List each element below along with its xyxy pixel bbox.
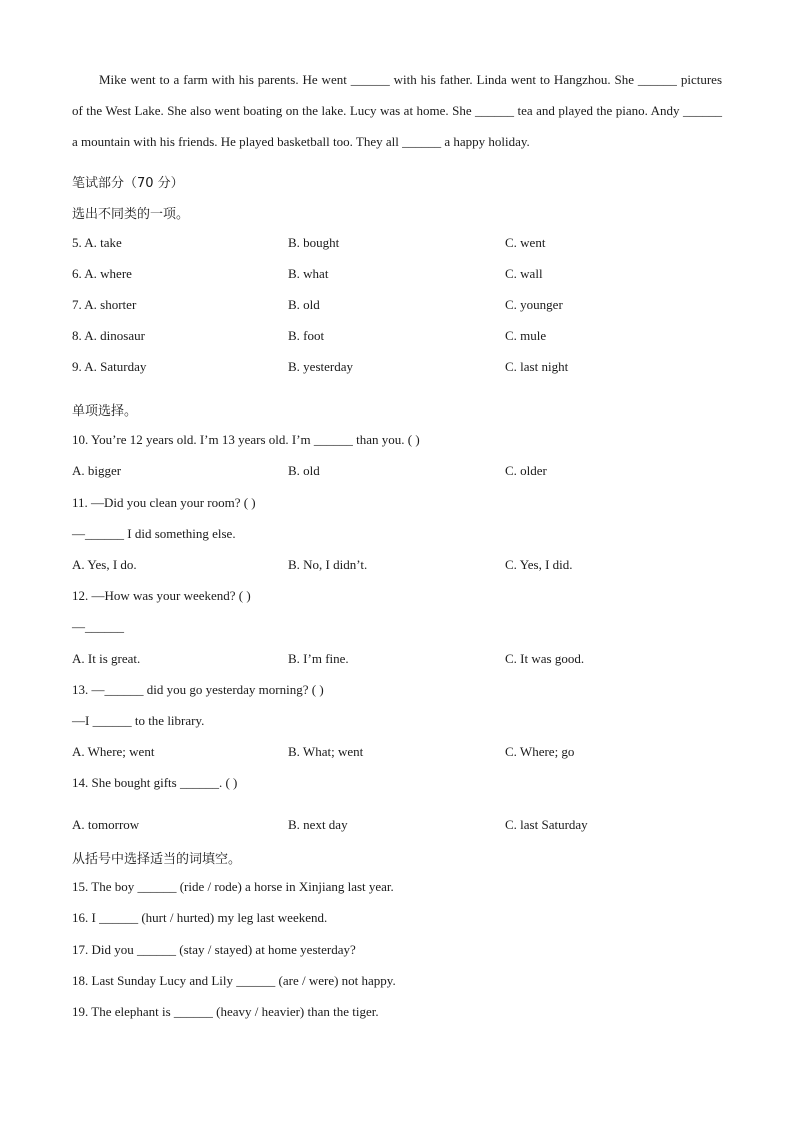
written-section-heading: 笔试部分（70 分）	[72, 176, 184, 191]
section-title-single-choice: 单项选择。	[72, 404, 138, 419]
option-c: C. It was good.	[505, 651, 585, 666]
option-a: A. bigger	[72, 463, 122, 478]
option-a: A. tomorrow	[72, 817, 140, 832]
question-10-options	[72, 463, 722, 483]
question-12-options	[72, 651, 722, 671]
option-b: B. next day	[288, 817, 348, 832]
option-a: 6. A. where	[72, 266, 132, 281]
option-c: C. wall	[505, 266, 543, 281]
section-title-fill-blank: 从括号中选择适当的词填空。	[72, 852, 242, 867]
question-14: 14. She bought gifts ______. ( )	[72, 775, 238, 790]
option-b: B. what	[288, 266, 329, 281]
question-13-reply: —I ______ to the library.	[72, 713, 205, 728]
option-b: B. foot	[288, 328, 325, 343]
option-c: C. mule	[505, 328, 547, 343]
question-row	[72, 235, 722, 255]
question-11-reply: —______ I did something else.	[72, 526, 236, 541]
option-a: A. Yes, I do.	[72, 557, 137, 572]
option-b: B. I’m fine.	[288, 651, 349, 666]
option-b: B. yesterday	[288, 359, 353, 374]
option-a: 8. A. dinosaur	[72, 328, 145, 343]
option-c: C. last Saturday	[505, 817, 588, 832]
question-11-options	[72, 557, 722, 577]
question-row	[72, 328, 722, 348]
option-b: B. old	[288, 297, 320, 312]
option-c: C. last night	[505, 359, 569, 374]
option-a: A. Where; went	[72, 744, 155, 759]
question-17: 17. Did you ______ (stay / stayed) at home yesterday?	[72, 942, 356, 957]
option-b: B. old	[288, 463, 320, 478]
question-12-reply: —______	[72, 619, 124, 634]
question-13: 13. —______ did you go yesterday morning? ( )	[72, 682, 324, 697]
option-a: A. It is great.	[72, 651, 141, 666]
section-title-odd-one-out: 选出不同类的一项。	[72, 207, 190, 222]
question-row	[72, 266, 722, 286]
option-b: B. No, I didn’t.	[288, 557, 368, 572]
reading-passage: Mike went to a farm with his parents. He went ______ with his father. Linda went to Hangzhou. She ______ pictures of the West Lake. She also went boating on the lake. Lucy was at home. She ______ tea and played the piano. Andy ______ a mountain with his friends. He played basketball too. They all ______ a happy holiday.	[72, 72, 722, 149]
question-12: 12. —How was your weekend? ( )	[72, 588, 251, 603]
question-16: 16. I ______ (hurt / hurted) my leg last weekend.	[72, 910, 328, 925]
option-b: B. What; went	[288, 744, 364, 759]
question-15: 15. The boy ______ (ride / rode) a horse in Xinjiang last year.	[72, 879, 394, 894]
option-c: C. Yes, I did.	[505, 557, 573, 572]
question-row	[72, 297, 722, 317]
question-19: 19. The elephant is ______ (heavy / heavier) than the tiger.	[72, 1004, 379, 1019]
option-a: 5. A. take	[72, 235, 122, 250]
option-a: 7. A. shorter	[72, 297, 137, 312]
question-13-options	[72, 744, 722, 764]
question-11: 11. —Did you clean your room? ( )	[72, 495, 256, 510]
option-a: 9. A. Saturday	[72, 359, 147, 374]
option-c: C. Where; go	[505, 744, 575, 759]
question-10: 10. You’re 12 years old. I’m 13 years old. I’m ______ than you. ( )	[72, 432, 420, 447]
option-c: C. younger	[505, 297, 563, 312]
question-row	[72, 359, 722, 379]
option-c: C. went	[505, 235, 546, 250]
option-c: C. older	[505, 463, 547, 478]
question-18: 18. Last Sunday Lucy and Lily ______ (are / were) not happy.	[72, 973, 396, 988]
question-14-options	[72, 817, 722, 837]
option-b: B. bought	[288, 235, 340, 250]
